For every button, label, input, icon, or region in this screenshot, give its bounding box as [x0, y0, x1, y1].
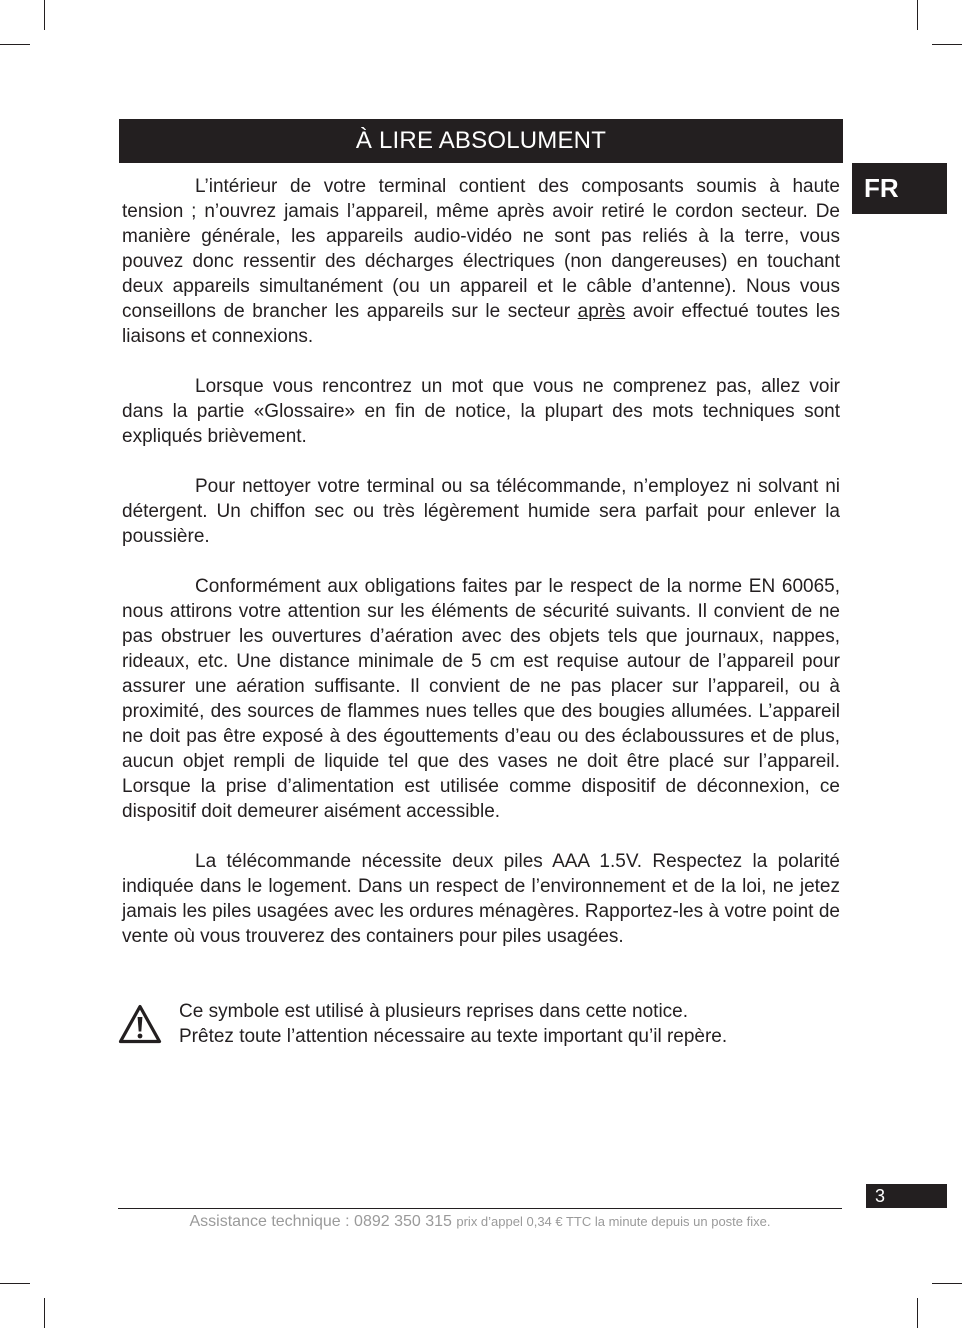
- crop-mark-bottom-left-horizontal: [0, 1283, 30, 1284]
- crop-mark-bottom-left-vertical: [44, 1298, 45, 1328]
- paragraph-cleaning: Pour nettoyer votre terminal ou sa télécommande, n’employez ni solvant ni détergent. Un chiffon sec ou très légèrement humide sera parfait pour enlever la poussière.: [122, 476, 840, 547]
- paragraph-batteries: La télécommande nécessite deux piles AAA 1.5V. Respectez la polarité indiquée dans le logement. Dans un respect de l’environnement et de la loi, ne jetez jamais les piles usagées avec les ordures ménagères. Rapportez-les à votre point de vente où vous trouverez des containers pour piles usagées.: [122, 851, 840, 947]
- warning-line-1: Ce symbole est utilisé à plusieurs reprises dans cette notice.: [179, 1001, 689, 1022]
- footer-price-note: prix d’appel 0,34 € TTC la minute depuis un poste fixe.: [456, 1214, 771, 1229]
- paragraph-1-text-start: L’intérieur de votre terminal contient des composants soumis à haute tension ; n’ouvrez jamais l’appareil, même après avoir retiré le cordon secteur. De manière générale, les appareils audio-vidéo ne sont pas reliés à la terre, vous pouvez donc ressentir des décharges électriques (non dangereuses) en touchant deux appareils simultanément (ou un appareil et le câble d’antenne). Nous vous conseillons de brancher les appareils sur le secteur: [122, 176, 840, 322]
- safety-instructions: [122, 174, 840, 949]
- warning-text: [179, 999, 727, 1049]
- crop-mark-bottom-right-horizontal: [932, 1283, 962, 1284]
- footer-assistance: Assistance technique : 0892 350 315: [189, 1213, 452, 1230]
- crop-mark-top-right-vertical: [917, 0, 918, 30]
- language-tab: FR: [852, 163, 947, 214]
- paragraph-glossary: Lorsque vous rencontrez un mot que vous ne comprenez pas, allez voir dans la partie «Glossaire» en fin de notice, la plupart des mots techniques sont expliqués brièvement.: [122, 376, 840, 447]
- crop-mark-top-right-horizontal: [932, 44, 962, 45]
- crop-mark-top-left-vertical: [44, 0, 45, 30]
- crop-mark-bottom-right-vertical: [917, 1298, 918, 1328]
- emphasis-apres: après: [577, 301, 626, 322]
- crop-mark-top-left-horizontal: [0, 44, 30, 45]
- warning-triangle-icon: [118, 1004, 162, 1044]
- warning-notice: [118, 999, 840, 1051]
- paragraph-safety-standard: Conformément aux obligations faites par le respect de la norme EN 60065, nous attirons votre attention sur les éléments de sécurité suivants. Il convient de ne pas obstruer les ouvertures d’aération avec des objets tels que journaux, nappes, rideaux, etc. Une distance minimale de 5 cm est requise autour de l’appareil pour assurer une aération suffisante. Il convient de ne pas placer sur l’appareil, ou à proximité, des sources de flammes nues telles que des bougies allumées. L’appareil ne doit pas être exposé à des égouttements d’eau ou des éclaboussures et de plus, aucun objet rempli de liquide tel que des vases ne doit être placé sur l’appareil. Lorsque la prise d’alimentation est utilisée comme dispositif de déconnexion, ce dispositif doit demeurer aisément accessible.: [122, 576, 840, 822]
- paragraph-1-text-end: avoir effectué toutes les liaisons et connexions.: [122, 301, 841, 347]
- paragraph-electrical-safety: [122, 174, 840, 349]
- footer: [118, 1213, 842, 1231]
- footer-divider: [118, 1208, 842, 1209]
- page-title: À LIRE ABSOLUMENT: [119, 119, 843, 163]
- page-number: 3: [866, 1184, 947, 1208]
- warning-line-2: Prêtez toute l’attention nécessaire au texte important qu’il repère.: [179, 1026, 728, 1047]
